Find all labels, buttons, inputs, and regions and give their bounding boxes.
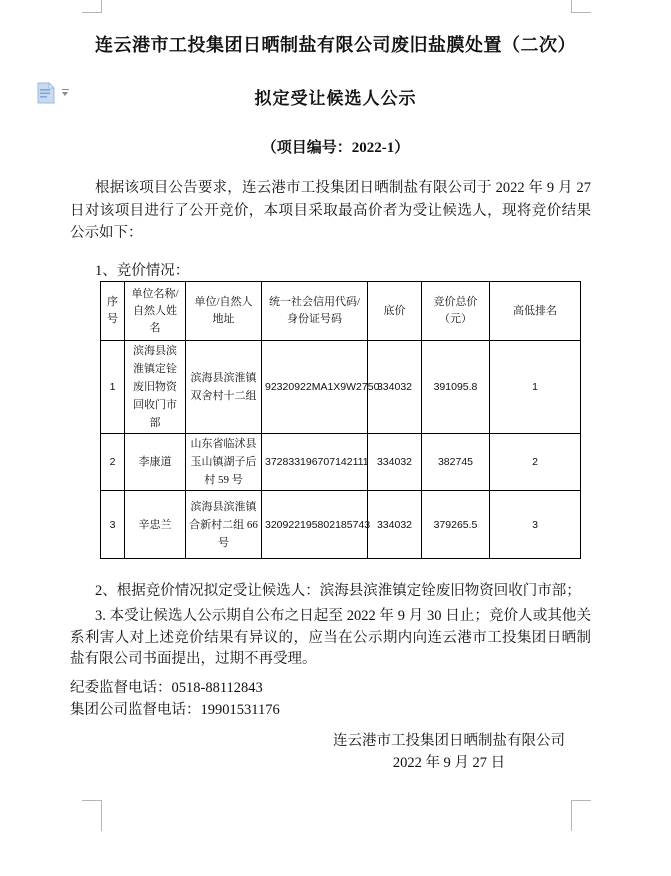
signature-block <box>333 731 565 774</box>
cell-address: 滨海县滨淮镇合新村二组 66 号 <box>186 491 262 559</box>
signature-company: 连云港市工投集团日晒制盐有限公司 <box>333 733 565 749</box>
bidding-table <box>100 281 581 559</box>
cell-credit-code: 372833196707142111 <box>262 434 368 491</box>
intro-paragraph: 根据该项目公告要求，连云港市工投集团日晒制盐有限公司于 2022 年 9 月 27 日对该项目进行了公开竞价，本项目采取最高价者为受让候选人，现将竞价结果公示如下： <box>70 180 591 241</box>
cell-serial: 3 <box>101 491 125 559</box>
cell-name: 滨海县滨淮镇定铨废旧物资回收门市部 <box>125 341 186 434</box>
signature-date: 2022 年 9 月 27 日 <box>392 754 506 771</box>
cell-rank: 1 <box>490 341 581 434</box>
cell-rank: 2 <box>490 434 581 491</box>
table-row <box>101 491 581 559</box>
table-header-row <box>101 282 581 341</box>
discipline-phone: 纪委监督电话：0518-88112843 <box>70 680 263 696</box>
margin-crop-mark-top-left <box>82 0 102 13</box>
header-bid-total: 竞价总价（元） <box>422 282 490 341</box>
header-name: 单位名称/自然人姓名 <box>125 282 186 341</box>
item3-publicity-period: 3. 本受让候选人公示期自公布之日起至 2022 年 9 月 30 日止；竞价人或其他关系利害人对上述竞价结果有异议的，应当在公示期内向连云港市工投集团日晒制盐有限公司书面提出，过期不再受理。 <box>70 608 591 667</box>
margin-crop-mark-bottom-right <box>571 800 591 831</box>
cell-credit-code: 92320922MA1X9W2750 <box>262 341 368 434</box>
cell-credit-code: 320922195802185743 <box>262 491 368 559</box>
cell-address: 山东省临沭县玉山镇湖子后村 59 号 <box>186 434 262 491</box>
cell-name: 李康道 <box>125 434 186 491</box>
document-title-line2: 拟定受让候选人公示 <box>254 89 417 108</box>
item2-candidate: 2、根据竞价情况拟定受让候选人：滨海县滨淮镇定铨废旧物资回收门市部； <box>95 583 581 599</box>
cell-serial: 2 <box>101 434 125 491</box>
supervision-phones <box>70 678 280 721</box>
header-base-price: 底价 <box>368 282 422 341</box>
margin-crop-mark-top-right <box>571 0 591 13</box>
document-title-line1: 连云港市工投集团日晒制盐有限公司废旧盐膜处置（二次） <box>95 35 576 55</box>
cell-base-price: 334032 <box>368 491 422 559</box>
section1-heading: 1、竞价情况： <box>95 263 190 279</box>
cell-bid-total: 382745 <box>422 434 490 491</box>
cell-name: 辛忠兰 <box>125 491 186 559</box>
cell-bid-total: 391095.8 <box>422 341 490 434</box>
cell-address: 滨海县滨淮镇双舍村十二组 <box>186 341 262 434</box>
group-phone: 集团公司监督电话：19901531176 <box>70 701 280 718</box>
header-credit-code: 统一社会信用代码/身份证号码 <box>262 282 368 341</box>
cell-serial: 1 <box>101 341 125 434</box>
table-row <box>101 341 581 434</box>
cell-base-price: 334032 <box>368 341 422 434</box>
header-serial: 序号 <box>101 282 125 341</box>
header-address: 单位/自然人地址 <box>186 282 262 341</box>
cell-base-price: 334032 <box>368 434 422 491</box>
cell-bid-total: 379265.5 <box>422 491 490 559</box>
header-rank: 高低排名 <box>490 282 581 341</box>
project-number: （项目编号：2022-1） <box>261 140 410 156</box>
table-row <box>101 434 581 491</box>
margin-crop-mark-bottom-left <box>82 800 102 831</box>
cell-rank: 3 <box>490 491 581 559</box>
